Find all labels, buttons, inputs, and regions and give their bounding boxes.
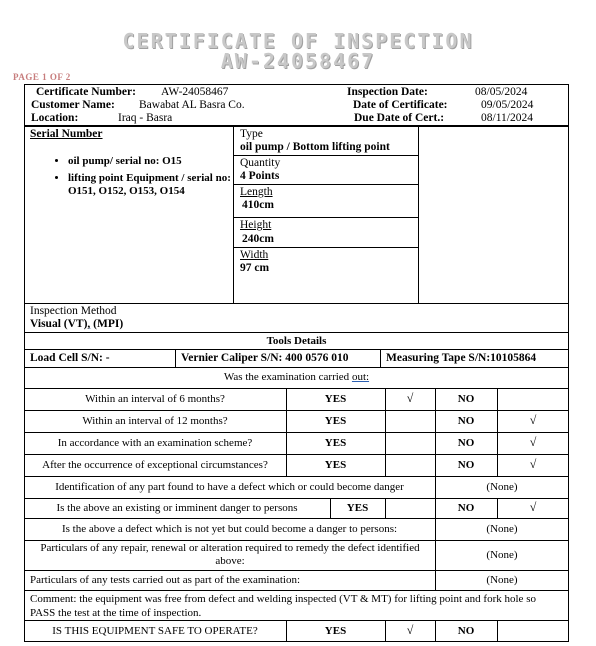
location-label: Location: — [31, 112, 79, 124]
location-value: Iraq - Basra — [118, 112, 173, 124]
exam-no-label: NO — [457, 393, 475, 405]
inspection-method-label: Inspection Method — [30, 305, 117, 317]
imminent-no-check: √ — [529, 500, 537, 514]
defect-identification-label: Identification of any part found to have a defect which or could become danger — [55, 481, 404, 493]
height-label: Height — [240, 219, 272, 231]
imminent-yes-label: YES — [346, 502, 369, 514]
inspection-method-value: Visual (VT), (MPI) — [30, 318, 124, 330]
exam-yes-label: YES — [324, 393, 347, 405]
exam-yes-label: YES — [324, 437, 347, 449]
length-value: 410cm — [242, 199, 274, 211]
defect-identification-value: (None) — [486, 481, 518, 493]
repair-label: Particulars of any repair, renewal or alteration required to remedy the defect identified above: — [40, 542, 420, 567]
exam-yes-label: YES — [324, 415, 347, 427]
cert-number-label: Certificate Number: — [36, 86, 136, 98]
safe-no-label: NO — [457, 625, 475, 637]
exam-no-check: √ — [529, 435, 537, 449]
imminent-danger-label: Is the above an existing or imminent danger to persons — [56, 502, 298, 514]
certificate-code-heading: AW-24058467 — [220, 49, 376, 73]
tests-label: Particulars of any tests carried out as part of the examination: — [30, 574, 301, 586]
future-danger-label: Is the above a defect which is not yet but could become a danger to persons: — [61, 523, 398, 535]
serial-item: • oil pump/ serial no: O15 — [68, 155, 244, 168]
exam-row-scheme: In accordance with an examination scheme? — [57, 437, 253, 449]
future-danger-value: (None) — [486, 523, 518, 535]
certificate-title: CERTIFICATE OF INSPECTION — [122, 29, 474, 53]
vernier-caliper-sn: Vernier Caliper S/N: 400 0576 010 — [181, 352, 349, 364]
exam-no-label: NO — [457, 459, 475, 471]
quantity-label: Quantity — [240, 157, 281, 169]
tests-value: (None) — [486, 574, 518, 586]
type-label: Type — [240, 128, 263, 140]
page-indicator: PAGE 1 OF 2 — [13, 72, 71, 82]
measuring-tape-sn: Measuring Tape S/N:10105864 — [386, 352, 537, 364]
exam-row-6-months: Within an interval of 6 months? — [85, 393, 225, 405]
imminent-no-label: NO — [457, 502, 475, 514]
inspection-comment: Comment: the equipment was free from defect and welding inspected (VT & MT) for lifting point and fork hole so PASS the test at the time of inspection. — [30, 593, 536, 619]
exam-yes-label: YES — [324, 459, 347, 471]
safe-yes-label: YES — [324, 625, 347, 637]
cert-number-value: AW-24058467 — [161, 86, 229, 98]
width-value: 97 cm — [240, 262, 270, 274]
exam-no-check: √ — [529, 457, 537, 471]
height-value: 240cm — [242, 233, 274, 245]
exam-row-12-months: Within an interval of 12 months? — [82, 415, 228, 427]
tools-header: Tools Details — [266, 335, 327, 347]
inspection-date-label: Inspection Date: — [347, 86, 428, 98]
exam-yes-check: √ — [406, 391, 414, 405]
serial-number-label: Serial Number — [30, 128, 103, 140]
inspection-date-value: 08/05/2024 — [475, 86, 528, 98]
load-cell-sn: Load Cell S/N: - — [30, 352, 110, 364]
customer-label: Customer Name: — [31, 99, 115, 111]
exam-no-label: NO — [457, 437, 475, 449]
length-label: Length — [240, 186, 273, 198]
examination-question: Was the examination carried out: — [223, 371, 370, 383]
safe-to-operate-label: IS THIS EQUIPMENT SAFE TO OPERATE? — [52, 625, 258, 637]
exam-row-exceptional: After the occurrence of exceptional circumstances? — [42, 459, 268, 471]
serial-item: • lifting point Equipment / serial no: O151, O152, O153, O154 — [68, 172, 244, 198]
width-label: Width — [240, 249, 269, 261]
exam-no-label: NO — [457, 415, 475, 427]
quantity-value: 4 Points — [240, 170, 280, 182]
cert-date-value: 09/05/2024 — [481, 99, 534, 111]
serial-list — [50, 155, 244, 202]
due-date-label: Due Date of Cert.: — [354, 112, 445, 124]
exam-no-check: √ — [529, 413, 537, 427]
customer-value: Bawabat AL Basra Co. — [139, 99, 245, 111]
due-date-value: 08/11/2024 — [481, 112, 533, 124]
safe-yes-check: √ — [406, 623, 414, 637]
type-value: oil pump / Bottom lifting point — [240, 141, 390, 153]
cert-date-label: Date of Certificate: — [353, 99, 448, 111]
repair-value: (None) — [486, 549, 518, 561]
